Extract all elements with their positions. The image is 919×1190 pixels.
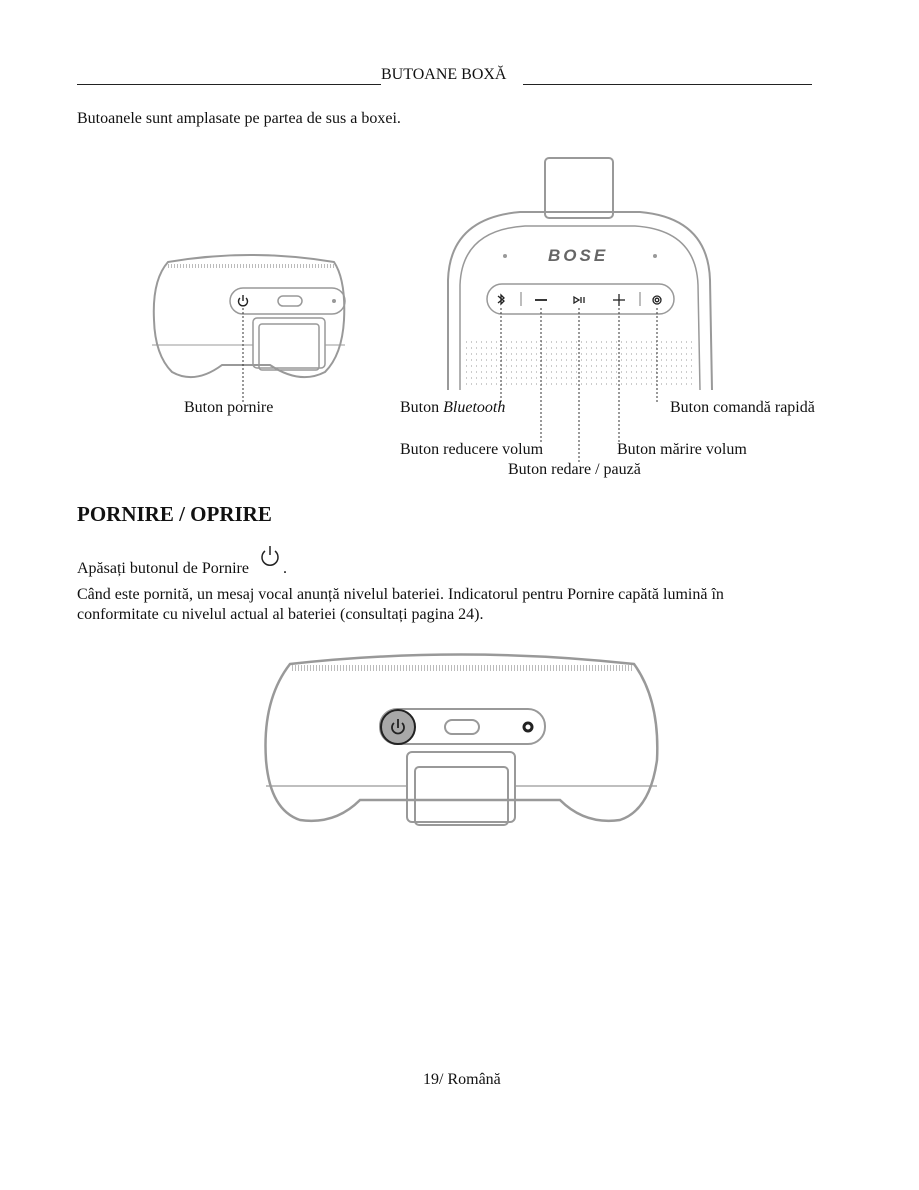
speaker-top-view <box>448 158 712 390</box>
label-shortcut-button: Buton comandă rapidă <box>670 399 815 416</box>
speaker-side-view-power-highlight <box>266 655 658 826</box>
bluetooth-icon <box>498 295 504 304</box>
page-header-title: BUTOANE BOXĂ <box>381 66 507 83</box>
power-icon <box>239 295 248 306</box>
play-pause-icon <box>574 297 584 303</box>
speaker-grille <box>466 342 694 384</box>
page-footer: 19/ Română <box>423 1071 501 1088</box>
speaker-side-view <box>152 255 345 377</box>
label-volume-up: Buton mărire volum <box>617 441 747 458</box>
intro-text: Butoanele sunt amplasate pe partea de sus a boxei. <box>77 110 401 127</box>
paragraph-line-2: conformitate cu nivelul actual al bateriei (consultați pagina 24). <box>77 606 484 623</box>
instruction-text: Apăsați butonul de Pornire <box>77 560 249 577</box>
label-bluetooth-italic: Bluetooth <box>443 399 506 416</box>
paragraph-line-1: Când este pornită, un mesaj vocal anunță nivelul bateriei. Indicatorul pentru Pornire capătă lumină în <box>77 586 724 603</box>
bose-logo: BOSE <box>548 246 609 265</box>
label-bluetooth-prefix: Buton <box>400 399 444 416</box>
instruction-end: . <box>282 560 287 577</box>
label-volume-down: Buton reducere volum <box>400 441 544 458</box>
label-play-pause: Buton redare / pauză <box>508 461 641 478</box>
shortcut-icon <box>653 296 661 304</box>
label-bluetooth-button <box>400 399 505 417</box>
power-icon-inline <box>257 543 283 569</box>
instruction-line <box>77 543 287 578</box>
section-heading: PORNIRE / OPRIRE <box>77 502 272 526</box>
plus-icon <box>613 294 625 306</box>
label-power-button: Buton pornire <box>184 399 274 416</box>
